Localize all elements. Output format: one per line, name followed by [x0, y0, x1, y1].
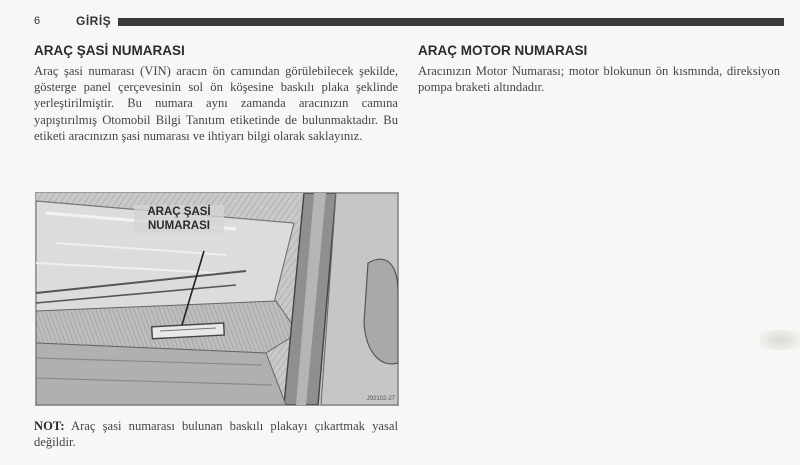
page-number: 6 — [34, 15, 41, 27]
callout-line-1: ARAÇ ŞASİ — [147, 206, 211, 218]
vin-heading: ARAÇ ŞASİ NUMARASI — [34, 43, 185, 58]
callout-line-2: NUMARASI — [148, 220, 210, 232]
header-rule — [118, 18, 784, 26]
engine-number-paragraph: Aracınızın Motor Numarası; motor blokunun ön kısmında, direksiyon pompa braketi altındadır. — [418, 64, 780, 95]
scan-smudge — [760, 330, 800, 350]
vin-callout-label — [134, 205, 224, 233]
vin-location-illustration — [35, 192, 399, 406]
note-label: NOT: — [34, 419, 65, 433]
page-header — [34, 12, 784, 32]
vin-paragraph: Araç şasi numarası (VIN) aracın ön camından görülebilecek şekilde, gösterge panel çerçevesinin sol ön köşesine baskılı plaka şeklinde yerleştirilmiştir. Bu numara aynı zamanda aracınızın camına yapıştırılmış Otomobil Bilgi Tanıtım etiketinde de bulunmaktadır. Bu etiketi aracınızın şasi numarası ve ihtiyarı bilgi olarak saklayınız. — [34, 64, 398, 143]
section-title: GİRİŞ — [76, 14, 112, 28]
vin-note — [34, 418, 398, 450]
figure-code: J92102-27 — [366, 396, 395, 402]
engine-number-heading: ARAÇ MOTOR NUMARASI — [418, 43, 588, 58]
note-text: Araç şasi numarası bulunan baskılı plakayı çıkartmak yasal değildir. — [34, 419, 398, 450]
